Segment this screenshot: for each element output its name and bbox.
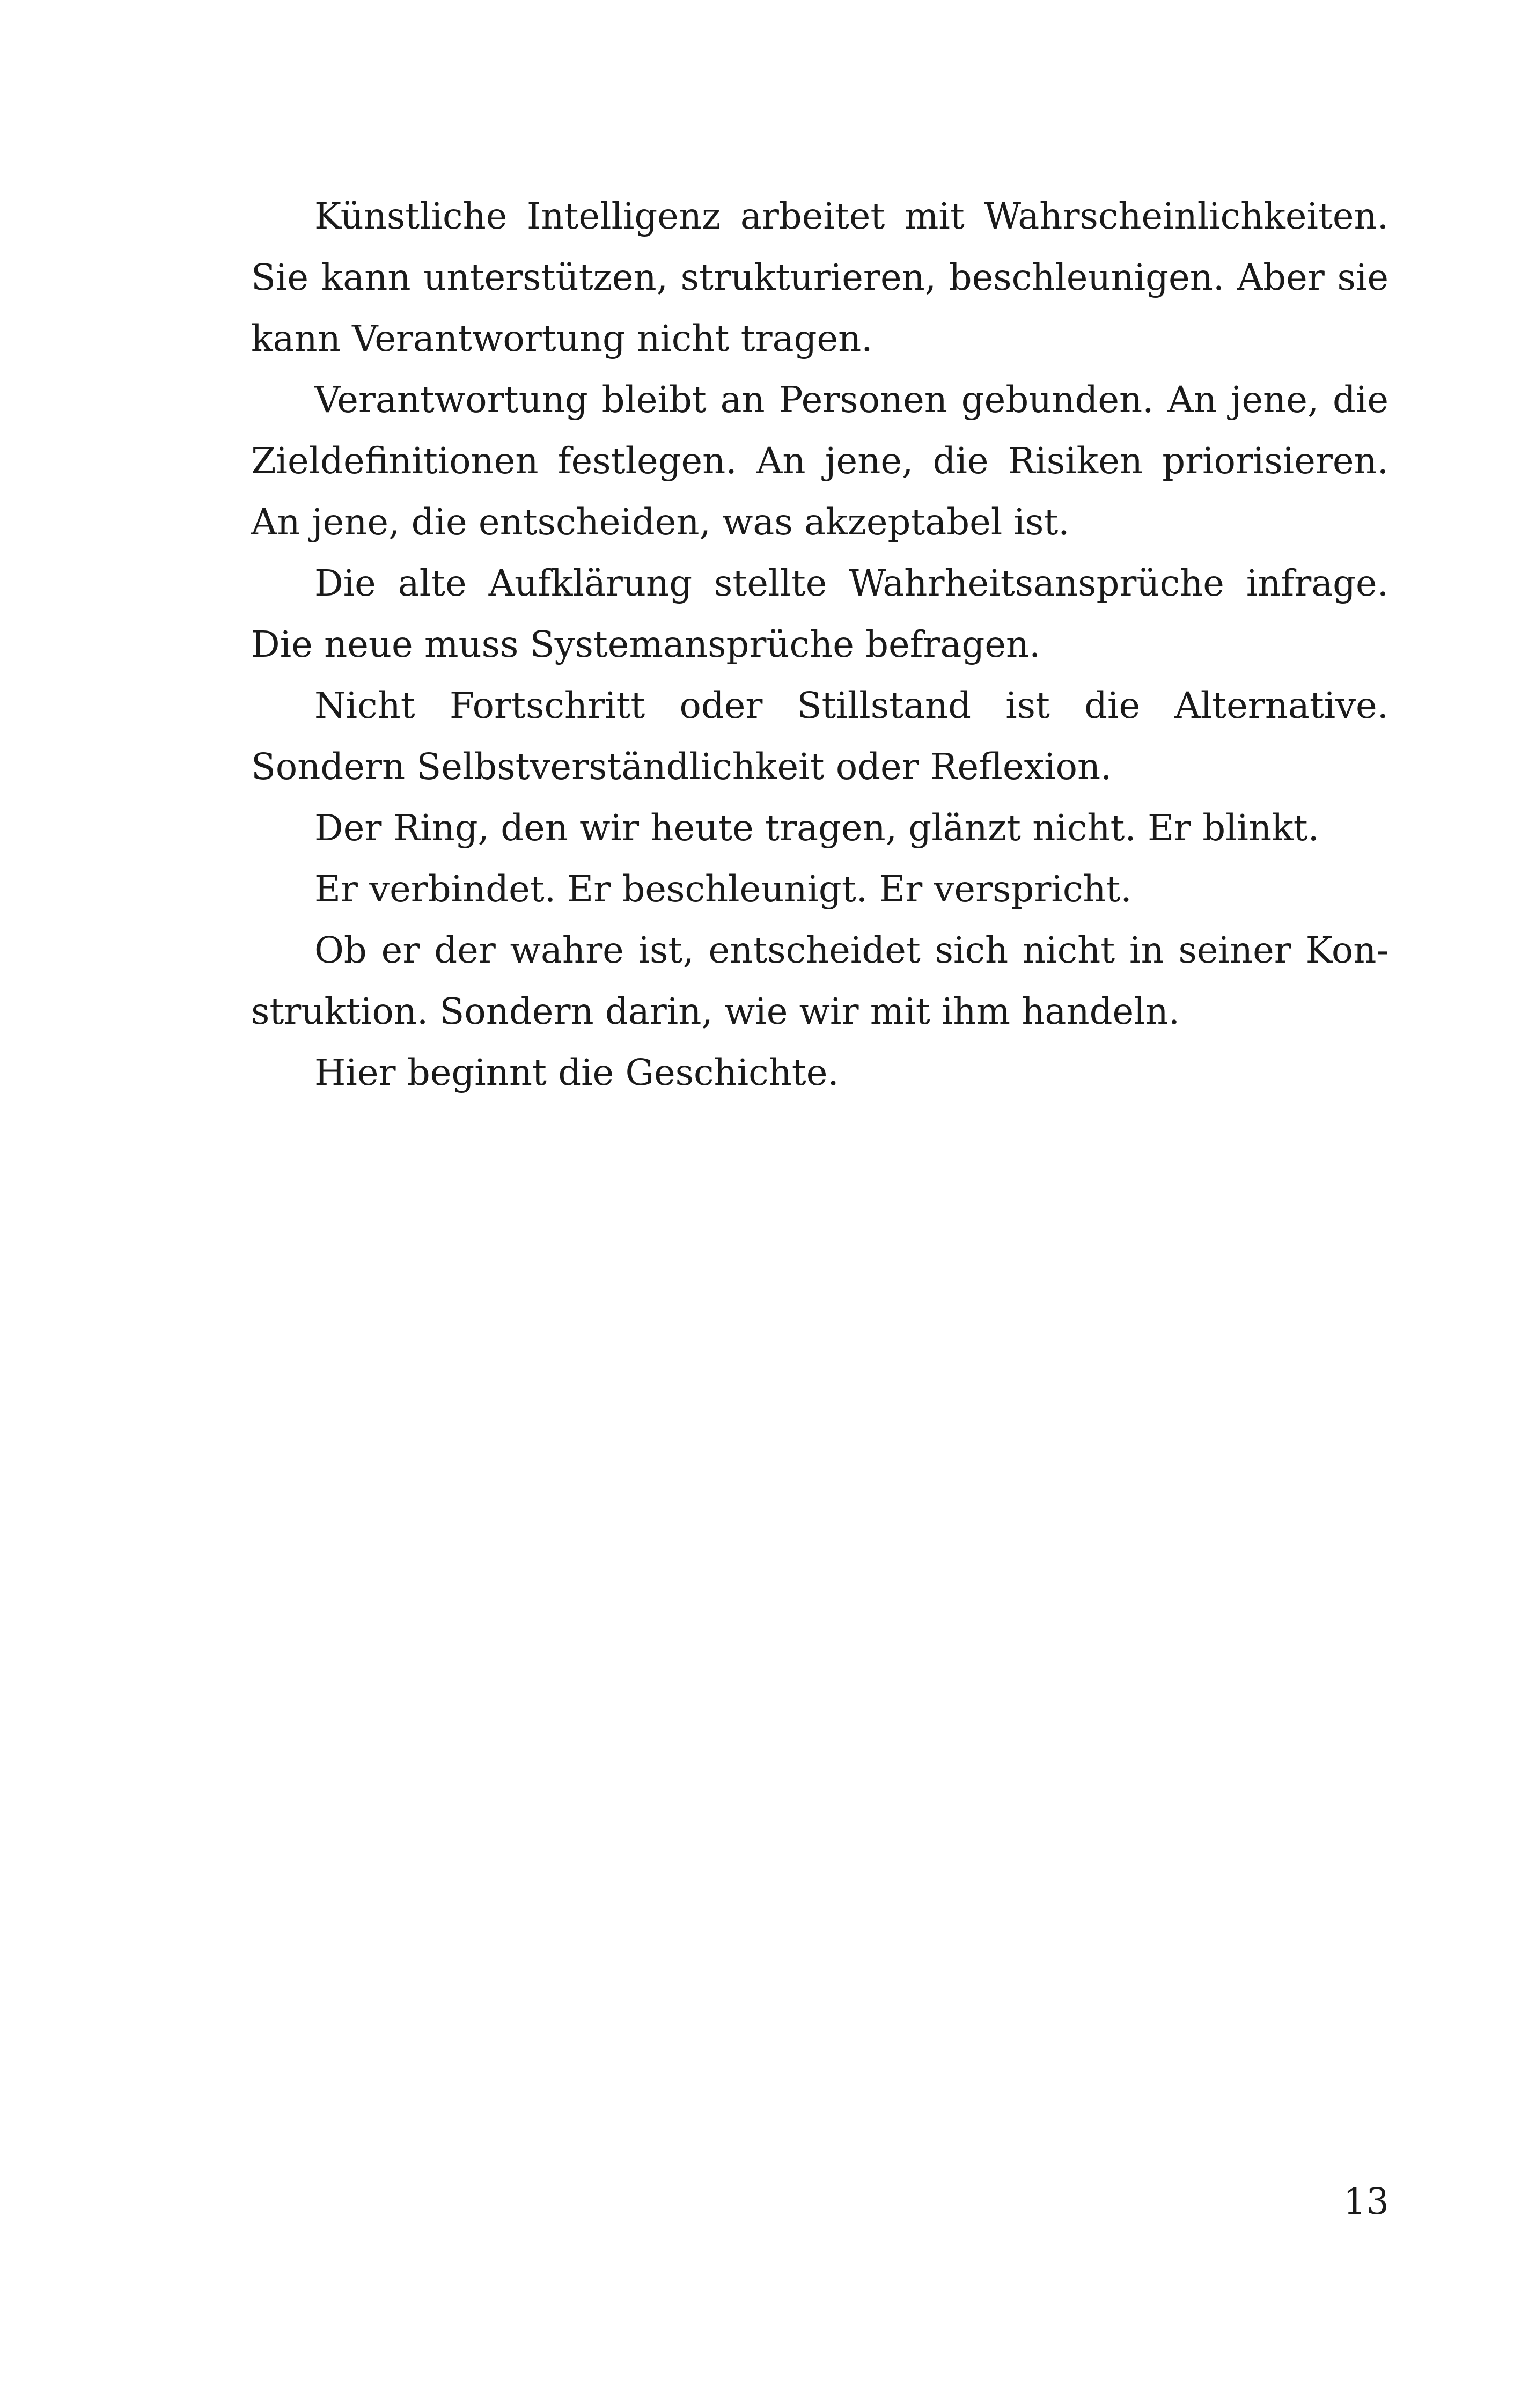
- paragraph-5: Der Ring, den wir heute tragen, glänzt nicht. Er blinkt.: [314, 807, 1319, 849]
- paragraph-1: Künstliche Intelligenz arbeitet mit Wahrscheinlichkeiten. Sie kann unterstützen, strukturieren, beschleunigen. Aber sie kann Verantwortung nicht tragen.: [251, 195, 1388, 359]
- paragraph-6: Er verbindet. Er beschleunigt. Er verspricht.: [314, 868, 1132, 910]
- paragraph-2: Verantwortung bleibt an Personen gebunden. An jene, die Zieldefinitionen festlegen. An jene, die Risiken priorisieren. An jene, die entscheiden, was akzeptabel ist.: [251, 379, 1388, 543]
- body-text: [251, 186, 1388, 1103]
- paragraph-7: Ob er der wahre ist, entscheidet sich nicht in seiner Konstruktion. Sondern darin, wie wir mit ihm handeln.: [251, 929, 1388, 1032]
- paragraph-3: Die alte Aufklärung stellte Wahrheitsansprüche infrage. Die neue muss Systemansprüche befragen.: [251, 562, 1388, 665]
- page-number: 13: [1343, 2181, 1389, 2222]
- paragraph-4: Nicht Fortschritt oder Stillstand ist die Alternative. Sondern Selbstverständlichkeit oder Reflexion.: [251, 685, 1388, 788]
- paragraph-8: Hier beginnt die Geschichte.: [314, 1052, 839, 1093]
